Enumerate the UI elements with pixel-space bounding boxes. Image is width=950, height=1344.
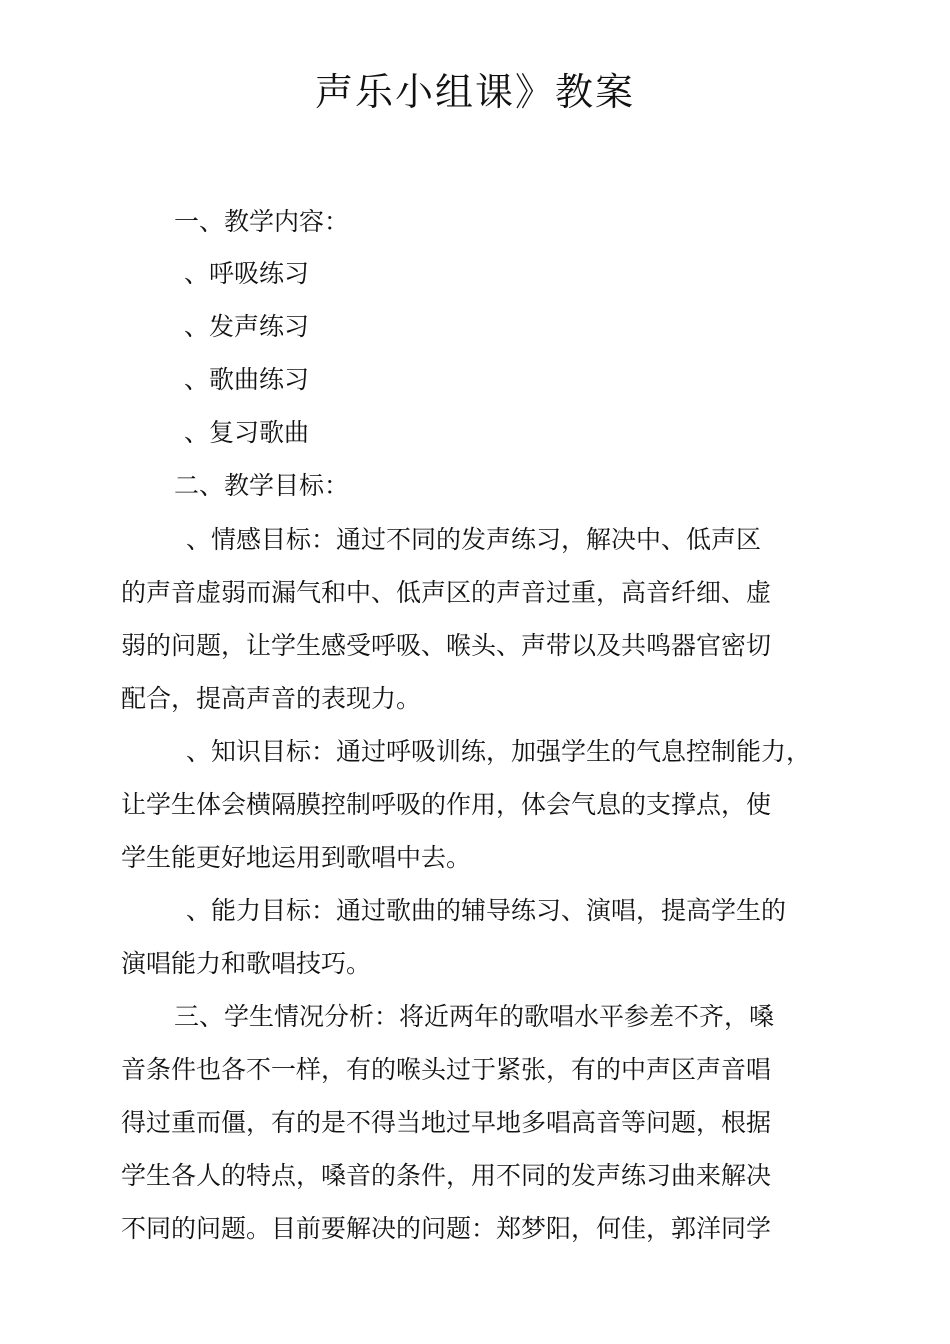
list-item-vocalization: 、发声练习 bbox=[184, 312, 310, 341]
paragraph-line: 、能力目标：通过歌曲的辅导练习、演唱，提高学生的 bbox=[186, 896, 787, 925]
document-title: 声乐小组课》教案 bbox=[314, 70, 635, 114]
list-item-song-review: 、复习歌曲 bbox=[184, 418, 310, 447]
paragraph-line: 、情感目标：通过不同的发声练习，解决中、低声区 bbox=[186, 525, 762, 554]
paragraph-line: 学生各人的特点，嗓音的条件，用不同的发声练习曲来解决 bbox=[121, 1161, 772, 1190]
paragraph-line: 音条件也各不一样，有的喉头过于紧张，有的中声区声音唱 bbox=[121, 1055, 772, 1084]
paragraph-line: 弱的问题，让学生感受呼吸、喉头、声带以及共鸣器官密切 bbox=[121, 631, 772, 660]
paragraph-line: 演唱能力和歌唱技巧。 bbox=[121, 949, 372, 978]
section-heading-goals: 二、教学目标： bbox=[174, 471, 350, 500]
paragraph-line: 、知识目标：通过呼吸训练，加强学生的气息控制能力， bbox=[186, 737, 812, 766]
paragraph-line: 三、学生情况分析：将近两年的歌唱水平参差不齐，嗓 bbox=[174, 1002, 775, 1031]
paragraph-line: 不同的问题。目前要解决的问题：郑梦阳，何佳，郭洋同学 bbox=[121, 1214, 772, 1243]
list-item-song-practice: 、歌曲练习 bbox=[184, 365, 310, 394]
list-item-breathing: 、呼吸练习 bbox=[184, 259, 310, 288]
paragraph-line: 得过重而僵，有的是不得当地过早地多唱高音等问题，根据 bbox=[121, 1108, 772, 1137]
paragraph-line: 让学生体会横隔膜控制呼吸的作用，体会气息的支撑点，使 bbox=[121, 790, 772, 819]
paragraph-line: 学生能更好地运用到歌唱中去。 bbox=[121, 843, 472, 872]
section-heading-content: 一、教学内容： bbox=[174, 207, 350, 236]
paragraph-line: 配合，提高声音的表现力。 bbox=[121, 684, 422, 713]
paragraph-line: 的声音虚弱而漏气和中、低声区的声音过重，高音纤细、虚 bbox=[121, 578, 772, 607]
